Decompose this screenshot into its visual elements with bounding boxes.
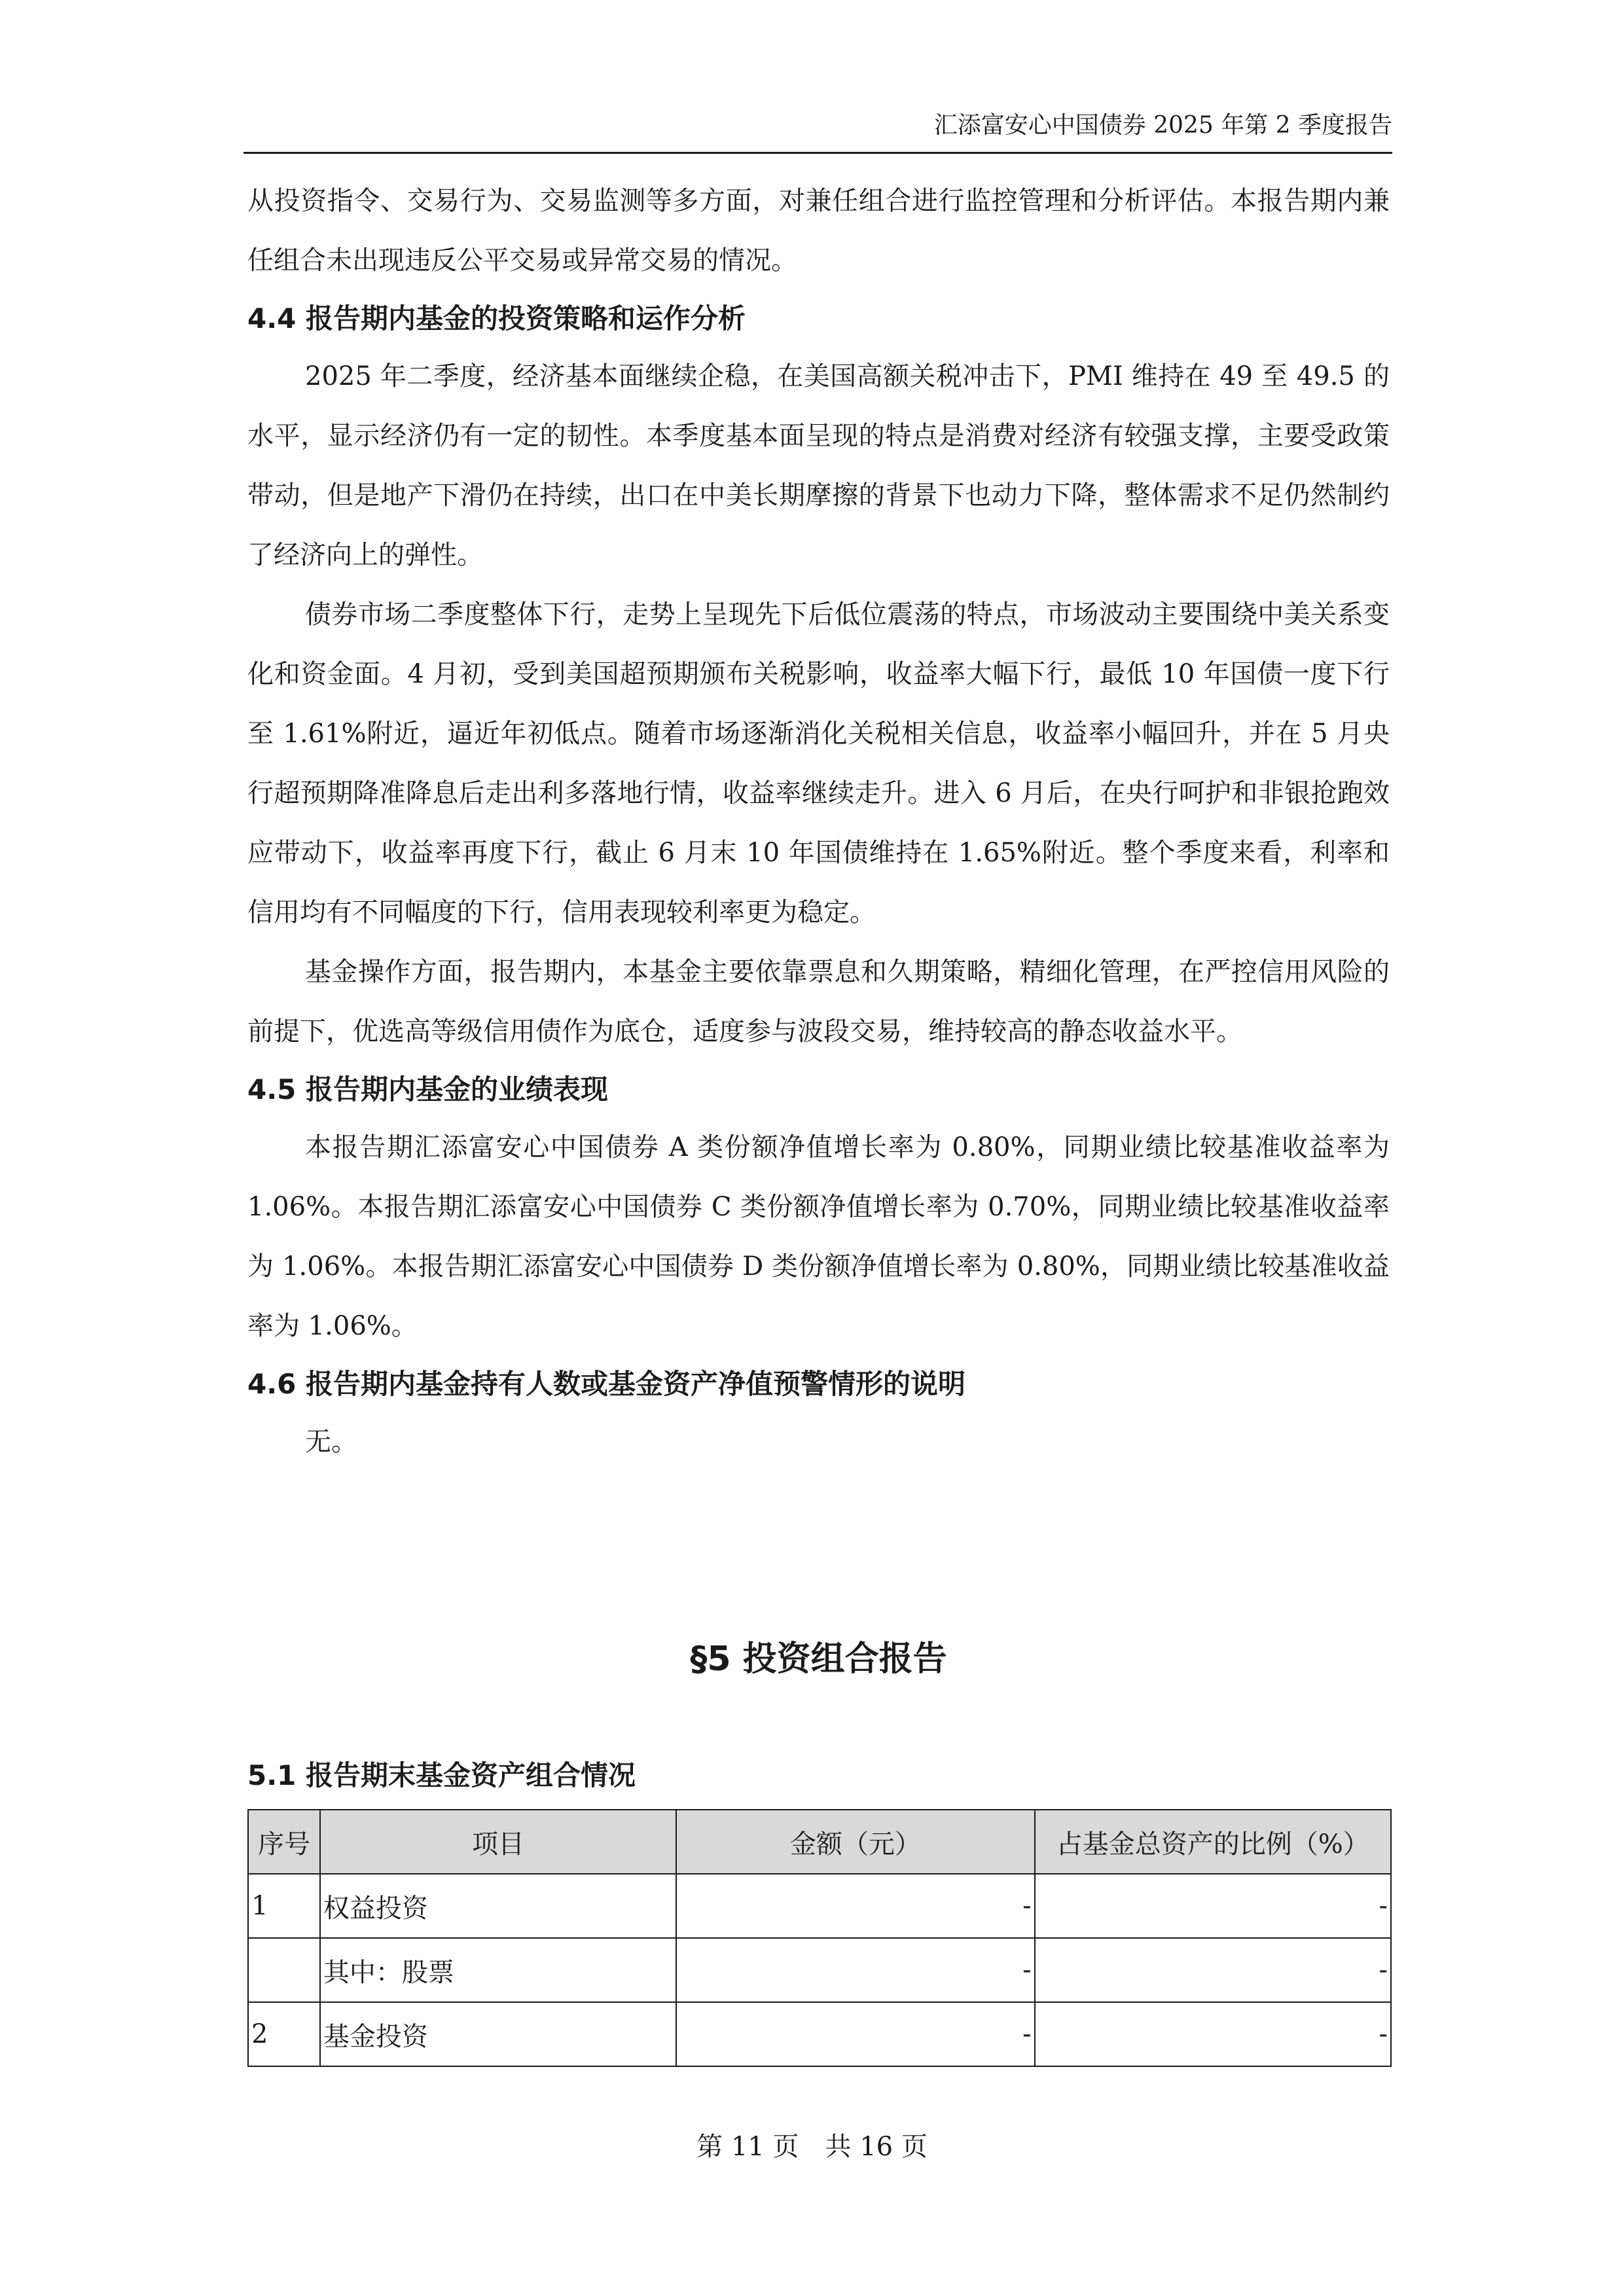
asset-allocation-table — [247, 1809, 1392, 2067]
section-5-title: §5 投资组合报告 — [690, 1640, 947, 1679]
row-no — [248, 1938, 320, 2002]
section-4-5-heading: 4.5 报告期内基金的业绩表现 — [247, 1073, 609, 1105]
row-no: 1 — [248, 1874, 320, 1938]
main-content — [247, 171, 1390, 1472]
section-4-5-paragraph: 本报告期汇添富安心中国债券 A 类份额净值增长率为 0.80%，同期业绩比较基准收益率为 1.06%。本报告期汇添富安心中国债券 C 类份额净值增长率为 0.70%，同期业绩比较基准收益率为 1.06%。本报告期汇添富安心中国债券 D 类份额净值增长率为 0.80%，同期业绩比较基准收益率为 1.06%。 — [247, 1132, 1390, 1341]
row-no: 2 — [248, 2002, 320, 2066]
section-4-4-paragraph-3: 基金操作方面，报告期内，本基金主要依靠票息和久期策略，精细化管理，在严控信用风险的前提下，优选高等级信用债作为底仓，适度参与波段交易，维持较高的静态收益水平。 — [247, 957, 1390, 1047]
row-ratio: - — [1035, 1874, 1391, 1938]
section-4-6-paragraph: 无。 — [305, 1427, 357, 1457]
table-row — [248, 2002, 1391, 2066]
row-amount: - — [676, 1874, 1034, 1938]
page-header — [244, 111, 1392, 154]
row-item: 权益投资 — [320, 1874, 676, 1938]
table-row — [248, 1874, 1391, 1938]
column-header-amount: 金额（元） — [676, 1810, 1034, 1874]
section-4-4-heading: 4.4 报告期内基金的投资策略和运作分析 — [247, 302, 746, 334]
page-footer: 第 11 页 共 16 页 — [696, 2132, 928, 2162]
column-header-ratio: 占基金总资产的比例（%） — [1035, 1810, 1391, 1874]
section-4-4-paragraph-2: 债券市场二季度整体下行，走势上呈现先下后低位震荡的特点，市场波动主要围绕中美关系变化和资金面。4 月初，受到美国超预期颁布关税影响，收益率大幅下行，最低 10 年国债一度下行至 1.61%附近，逼近年初低点。随着市场逐渐消化关税相关信息，收益率小幅回升，并在 5 月央行超预期降准降息后走出利多落地行情，收益率继续走升。进入 6 月后，在央行呵护和非银抢跑效应带动下，收益率再度下行，截止 6 月末 10 年国债维持在 1.65%附近。整个季度来看，利率和信用均有不同幅度的下行，信用表现较利率更为稳定。 — [247, 600, 1390, 927]
column-header-no: 序号 — [248, 1810, 320, 1874]
row-ratio: - — [1035, 1938, 1391, 2002]
row-item: 基金投资 — [320, 2002, 676, 2066]
row-amount: - — [676, 1938, 1034, 2002]
section-4-4-paragraph-1: 2025 年二季度，经济基本面继续企稳，在美国高额关税冲击下，PMI 维持在 49 至 49.5 的水平，显示经济仍有一定的韧性。本季度基本面呈现的特点是消费对经济有较强支撑，主要受政策带动，但是地产下滑仍在持续，出口在中美长期摩擦的背景下也动力下降，整体需求不足仍然制约了经济向上的弹性。 — [247, 361, 1390, 570]
row-item: 其中：股票 — [320, 1938, 676, 2002]
section-5-1-heading: 5.1 报告期末基金资产组合情况 — [247, 1759, 636, 1791]
column-header-item: 项目 — [320, 1810, 676, 1874]
row-ratio: - — [1035, 2002, 1391, 2066]
table-header-row — [248, 1810, 1391, 1874]
report-title: 汇添富安心中国债券 2025 年第 2 季度报告 — [933, 112, 1392, 139]
table-row — [248, 1938, 1391, 2002]
intro-paragraph: 从投资指令、交易行为、交易监测等多方面，对兼任组合进行监控管理和分析评估。本报告期内兼任组合未出现违反公平交易或异常交易的情况。 — [247, 186, 1390, 276]
row-amount: - — [676, 2002, 1034, 2066]
section-4-6-heading: 4.6 报告期内基金持有人数或基金资产净值预警情形的说明 — [247, 1368, 966, 1400]
